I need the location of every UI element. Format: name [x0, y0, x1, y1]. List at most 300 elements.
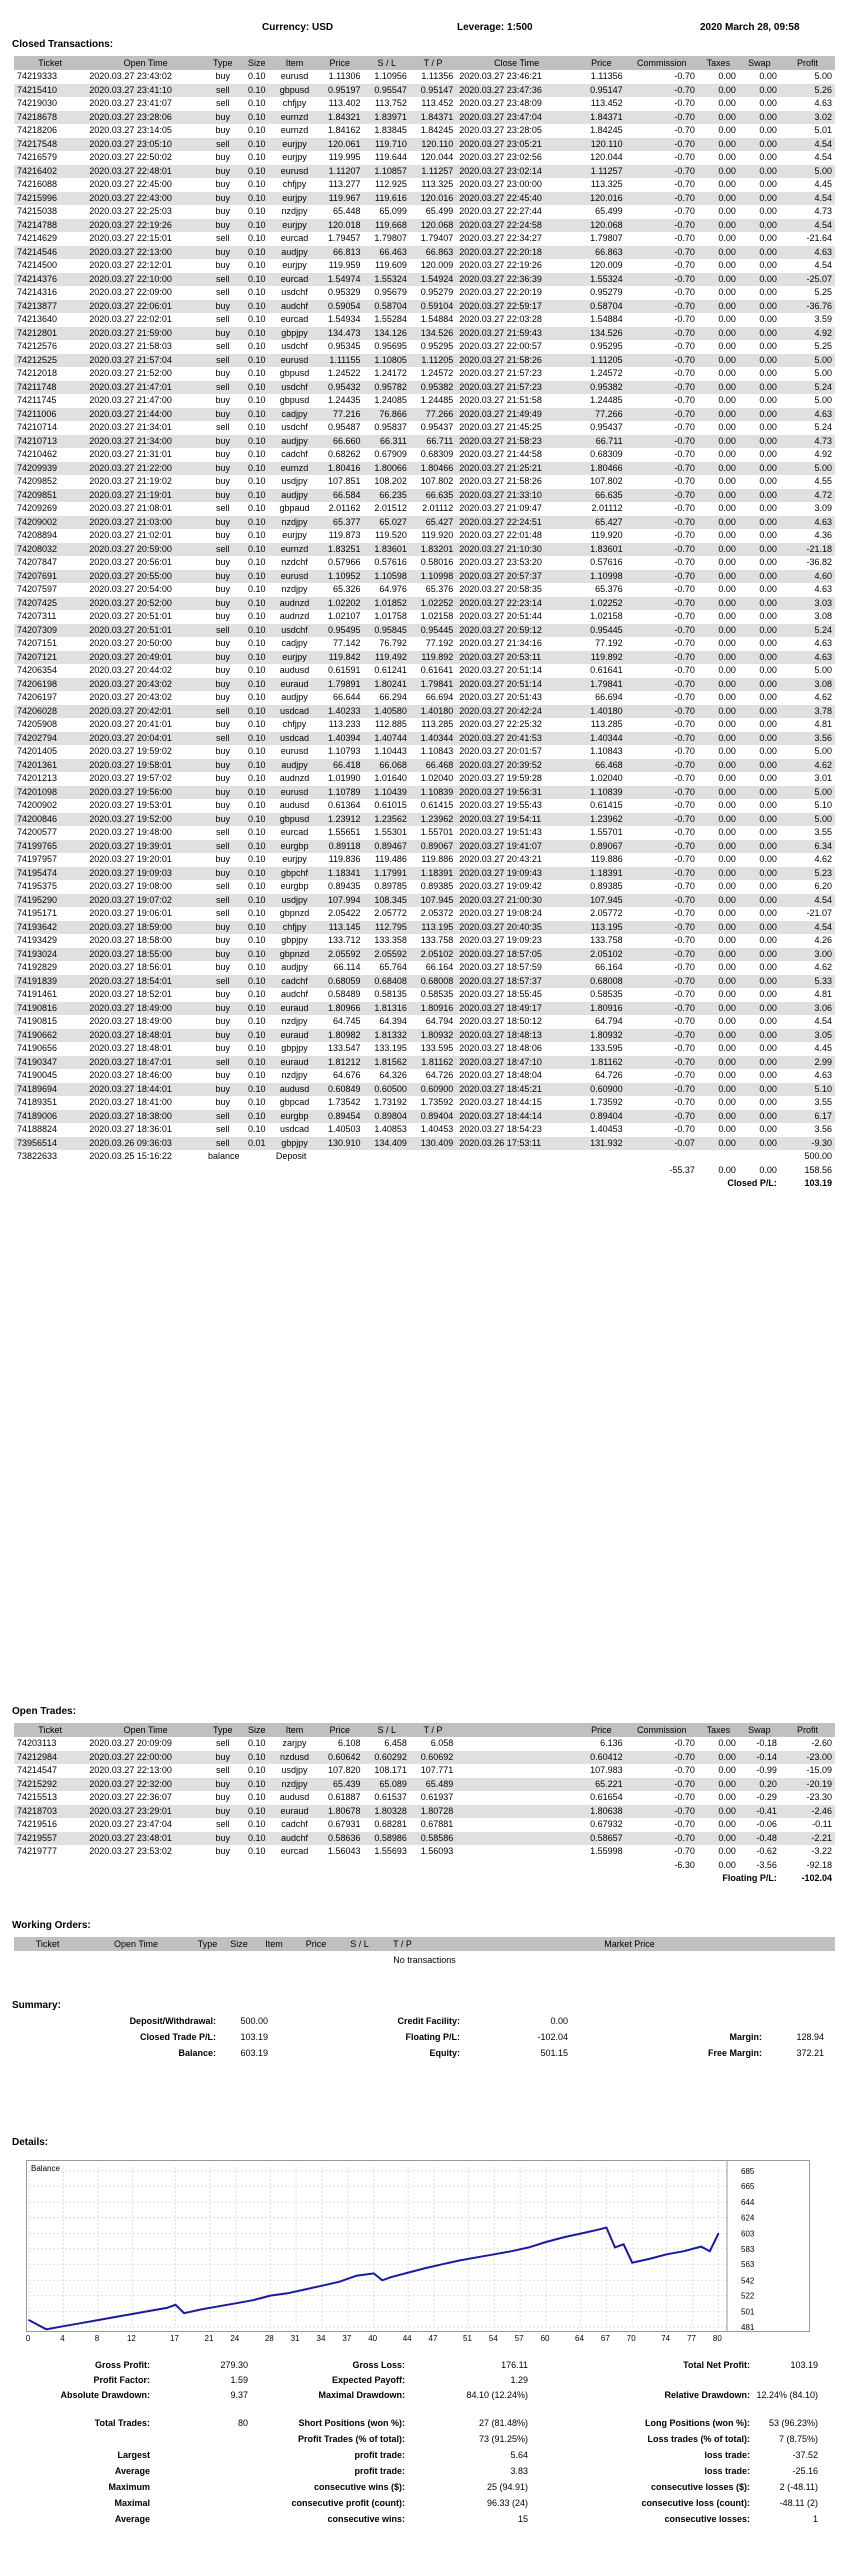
sl-cell: 66.235	[364, 489, 410, 503]
open-time-cell: 2020.03.27 18:36:01	[89, 1124, 172, 1134]
ticket-cell: 74218206	[17, 125, 58, 135]
tp-cell: 0.95279	[420, 287, 454, 297]
profit-header: Profit	[780, 56, 835, 70]
balance-point	[494, 2253, 496, 2255]
table-row	[14, 273, 835, 287]
size-cell: 0.10	[241, 1751, 273, 1765]
close-time-cell: 2020.03.27 19:09:43	[456, 867, 577, 881]
item-cell: nzdjpy	[273, 516, 316, 530]
close-time-cell: 2020.03.27 23:53:20	[459, 557, 542, 567]
balance-point	[407, 2272, 409, 2274]
commission-cell: -0.70	[674, 503, 695, 513]
size-cell: 0.10	[241, 1029, 273, 1043]
balance-point	[218, 2306, 220, 2308]
ticket-cell: 74215410	[14, 84, 86, 98]
item-cell: nzdjpy	[281, 1016, 308, 1026]
commission-cell: -0.70	[626, 84, 698, 98]
swap-cell: 0.00	[759, 773, 777, 783]
size-cell: 0.10	[247, 1097, 266, 1107]
sl-cell: 76.866	[364, 408, 410, 422]
type-cell: buy	[215, 206, 230, 216]
taxes-cell: 0.00	[718, 584, 736, 594]
tp-cell: 119.886	[421, 854, 454, 864]
close-price-cell: 1.02040	[590, 773, 623, 783]
open-time-cell: 2020.03.27 19:06:01	[89, 908, 172, 918]
price-cell: 107.851	[327, 476, 361, 486]
balance-point	[338, 2281, 340, 2283]
open-time-cell: 2020.03.27 21:08:01	[89, 503, 172, 513]
open-time-cell: 2020.03.27 20:44:02	[89, 665, 172, 675]
price-cell: 1.79457	[327, 233, 361, 243]
size-cell: 0.10	[247, 692, 266, 702]
type-cell: buy	[205, 462, 241, 476]
tp-cell: 1.84245	[420, 125, 454, 135]
item-cell: usdchf	[281, 422, 308, 432]
stat-label: profit trade:	[354, 2466, 405, 2476]
item-cell: gbpjpy	[281, 935, 308, 945]
close-time-cell: 2020.03.27 20:01:57	[459, 746, 542, 756]
stat-label: Profit Trades (% of total):	[297, 2434, 405, 2444]
tp-cell: 1.24572	[420, 368, 454, 378]
size-cell: 0.01	[241, 1137, 273, 1151]
commission-cell: -0.70	[626, 732, 698, 746]
profit-cell: 4.63	[814, 1070, 832, 1080]
sl-cell: 0.95837	[374, 422, 407, 432]
swap-cell: 0.00	[759, 449, 777, 459]
tp-cell: 1.80728	[410, 1805, 456, 1819]
table-row	[14, 934, 835, 948]
no-transactions-text: No transactions	[393, 1955, 456, 1965]
price-cell: 113.145	[316, 921, 363, 935]
sl-cell: 1.10956	[374, 71, 407, 81]
x-tick-label: 64	[575, 2334, 584, 2343]
ticket-cell: 74206197	[17, 692, 58, 702]
ticket-cell: 74201405	[17, 746, 58, 756]
ticket-cell: 74212801	[14, 327, 86, 341]
type-cell: buy	[205, 1832, 241, 1846]
sl-cell: 1.83601	[364, 543, 410, 557]
close-price-header: Price	[577, 56, 626, 70]
close-time-cell: 2020.03.27 18:45:21	[456, 1083, 577, 1097]
type-cell: buy	[215, 800, 230, 810]
close-time-cell: 2020.03.27 23:28:05	[459, 125, 542, 135]
price-cell: 0.89118	[316, 840, 363, 854]
item-cell: nzdjpy	[273, 1778, 316, 1792]
tp-cell: 113.325	[421, 179, 454, 189]
size-cell: 0.10	[247, 827, 266, 837]
close-time-cell: 2020.03.27 22:19:26	[459, 260, 542, 270]
tp-cell: 1.83201	[410, 543, 456, 557]
tp-cell: 0.58535	[420, 989, 454, 999]
close-price-cell: 113.325	[590, 179, 623, 189]
swap-cell: 0.00	[739, 624, 780, 638]
swap-cell: 0.00	[759, 962, 777, 972]
close-time-cell: 2020.03.27 21:57:23	[456, 381, 577, 395]
stat-value: 1	[812, 2514, 818, 2524]
swap-cell: 0.00	[739, 840, 780, 854]
closed-pl-row	[14, 1177, 835, 1191]
size-cell: 0.10	[241, 1778, 273, 1792]
sl-cell: 0.89785	[374, 881, 407, 891]
profit-cell: 2.99	[780, 1056, 835, 1070]
item-cell: gbpchf	[273, 867, 316, 881]
commission-cell: -0.70	[626, 1832, 698, 1846]
close-price-cell: 0.95437	[590, 422, 623, 432]
sl-cell: 1.55284	[374, 314, 407, 324]
open-time-header: Open Time	[86, 56, 205, 70]
table-row	[14, 489, 835, 503]
profit-cell: 4.63	[780, 246, 835, 260]
swap-cell: 0.00	[739, 516, 780, 530]
table-row	[14, 786, 835, 800]
size-cell: 0.10	[247, 1124, 266, 1134]
stat-value: 1.59	[230, 2375, 248, 2385]
closed-transactions-table	[14, 56, 835, 1191]
table-row	[14, 111, 835, 125]
commission-cell: -0.70	[674, 827, 695, 837]
taxes-cell: 0.00	[698, 1056, 739, 1070]
swap-cell: 0.00	[759, 287, 777, 297]
y-tick-label: 563	[741, 2260, 755, 2270]
taxes-cell: 0.00	[718, 503, 736, 513]
commission-cell: -0.70	[674, 206, 695, 216]
sl-cell: 1.24085	[374, 395, 407, 405]
close-time-cell: 2020.03.27 18:44:15	[459, 1097, 542, 1107]
ticket-cell: 74190662	[14, 1029, 86, 1043]
table-row	[14, 1805, 835, 1819]
size-cell: 0.10	[241, 624, 273, 638]
commission-cell: -0.70	[626, 786, 698, 800]
table-row	[14, 1029, 835, 1043]
close-price-cell: 1.10839	[577, 786, 626, 800]
taxes-cell: 0.00	[698, 516, 739, 530]
stat-value: 279.30	[220, 2360, 248, 2370]
swap-cell: 0.00	[739, 300, 780, 314]
type-cell: sell	[215, 1819, 230, 1829]
tp-cell: 1.10843	[420, 746, 454, 756]
table-row	[14, 678, 835, 692]
taxes-cell: 0.00	[718, 422, 736, 432]
price-cell: 1.80416	[316, 462, 363, 476]
tp-cell: 1.81162	[410, 1056, 456, 1070]
price-cell: 0.89435	[327, 881, 361, 891]
sl-cell: 1.79807	[374, 233, 407, 243]
sl-cell: 0.95845	[364, 624, 410, 638]
ticket-cell: 74212018	[17, 368, 58, 378]
swap-cell: 0.00	[759, 1097, 777, 1107]
ticket-cell: 74214629	[17, 233, 58, 243]
commission-cell: -0.70	[674, 1097, 695, 1107]
price-cell: 65.326	[332, 584, 361, 594]
stat-value: 80	[237, 2418, 248, 2428]
table-row	[14, 516, 835, 530]
taxes-cell: 0.00	[718, 557, 736, 567]
close-price-cell: 65.221	[577, 1778, 626, 1792]
swap-cell: 0.00	[739, 1056, 780, 1070]
taxes-cell: 0.00	[698, 543, 739, 557]
profit-cell: -2.21	[780, 1832, 835, 1846]
stat-label: Total Net Profit:	[683, 2360, 750, 2370]
close-time-cell: 2020.03.27 20:39:52	[456, 759, 577, 773]
tp-cell: 1.80466	[410, 462, 456, 476]
close-time-cell: 2020.03.27 23:46:21	[459, 71, 542, 81]
price-cell: 119.995	[328, 152, 361, 162]
price-cell: 1.24522	[327, 368, 361, 378]
ticket-cell: 74188824	[17, 1124, 58, 1134]
stat-value: 25 (94.91)	[486, 2482, 528, 2492]
price-cell: 1.40503	[327, 1124, 361, 1134]
type-cell: sell	[205, 705, 241, 719]
table-row	[14, 1002, 835, 1016]
close-time-cell: 2020.03.27 22:24:58	[456, 219, 577, 233]
taxes-cell: 0.00	[718, 800, 736, 810]
close-price-cell: 66.468	[577, 759, 626, 773]
stat-value: 96.33 (24)	[486, 2498, 528, 2508]
swap-cell: 0.00	[739, 1083, 780, 1097]
open-time-cell: 2020.03.27 20:43:02	[89, 692, 172, 702]
chart-title: Balance	[31, 2164, 60, 2173]
balance-point	[382, 2280, 384, 2282]
item-cell: eurjpy	[282, 260, 307, 270]
taxes-cell: 0.00	[718, 773, 736, 783]
close-price-cell: 1.83601	[577, 543, 626, 557]
stat-label: Relative Drawdown:	[664, 2390, 750, 2400]
type-cell: buy	[215, 179, 230, 189]
taxes-cell: 0.00	[698, 219, 739, 233]
working-section-title: Working Orders:	[12, 1920, 91, 1931]
ticket-cell: 74219030	[17, 98, 58, 108]
tp-cell: 0.60692	[410, 1751, 456, 1765]
profit-cell: 4.63	[814, 98, 832, 108]
floating-pl-label: Floating P/L:	[626, 1872, 780, 1886]
item-cell: cadchf	[281, 449, 308, 459]
balance-cell: Deposit	[275, 1151, 307, 1161]
table-row	[14, 745, 835, 759]
type-cell: sell	[205, 975, 241, 989]
table-header-row	[14, 56, 835, 70]
price-cell: 0.95197	[316, 84, 363, 98]
stat-value: 3.83	[510, 2466, 528, 2476]
open-time-cell: 2020.03.27 19:20:01	[89, 854, 172, 864]
swap-cell: 0.00	[759, 260, 777, 270]
open-time-cell: 2020.03.27 18:54:01	[86, 975, 205, 989]
ticket-header: Ticket	[14, 1937, 81, 1951]
taxes-cell: 0.00	[718, 152, 736, 162]
swap-cell: 0.00	[739, 543, 780, 557]
close-price-cell: 1.54884	[590, 314, 623, 324]
price-cell: 66.114	[333, 962, 361, 972]
commission-cell: -0.70	[674, 341, 695, 351]
taxes-cell: 0.00	[718, 287, 736, 297]
balance-point	[321, 2285, 323, 2287]
ticket-cell: 74214316	[17, 287, 58, 297]
price-cell: 1.81212	[316, 1056, 363, 1070]
stat-label: loss trade:	[704, 2466, 750, 2476]
size-cell: 0.10	[247, 935, 266, 945]
price-cell: 77.142	[332, 638, 361, 648]
commission-cell: -0.70	[626, 435, 698, 449]
sl-cell: 1.83845	[374, 125, 407, 135]
type-cell: buy	[215, 1016, 230, 1026]
type-cell: sell	[205, 354, 241, 368]
close-time-cell: 2020.03.27 22:34:27	[459, 233, 542, 243]
open-time-cell: 2020.03.27 18:44:01	[86, 1083, 205, 1097]
size-cell: 0.10	[247, 989, 266, 999]
x-tick-label: 34	[316, 2334, 326, 2343]
ticket-cell: 74216402	[14, 165, 86, 179]
ticket-cell: 74207691	[14, 570, 86, 584]
type-cell: buy	[215, 719, 230, 729]
taxes-cell: 0.00	[718, 314, 736, 324]
close-price-cell: 131.932	[577, 1137, 626, 1151]
tp-cell: 107.945	[410, 894, 456, 908]
sl-cell: 65.099	[379, 206, 407, 216]
sl-cell: 64.976	[379, 584, 407, 594]
floating-pl-label: Floating P/L:	[405, 2032, 460, 2042]
size-header: Size	[241, 1723, 273, 1737]
type-cell: buy	[205, 651, 241, 665]
open-time-cell: 2020.03.27 20:42:01	[86, 705, 205, 719]
size-cell: 0.10	[241, 597, 273, 611]
sl-cell: 1.40580	[364, 705, 410, 719]
stat-label: Loss trades (% of total):	[647, 2434, 750, 2444]
closed-pl-label: Closed Trade P/L:	[139, 2032, 216, 2042]
open-time-cell: 2020.03.27 23:48:01	[86, 1832, 205, 1846]
commission-cell: -0.70	[626, 570, 698, 584]
sl-cell: 0.68281	[374, 1819, 407, 1829]
profit-cell: 4.81	[814, 719, 832, 729]
ticket-cell: 74212525	[14, 354, 86, 368]
tp-cell: 1.80932	[410, 1029, 456, 1043]
balance-point	[700, 2246, 702, 2248]
ticket-cell: 74209852	[17, 476, 58, 486]
open-total-taxes: 0.00	[698, 1859, 739, 1873]
type-cell: sell	[215, 422, 230, 432]
item-cell: audjpy	[273, 435, 316, 449]
close-time-cell: 2020.03.27 21:44:58	[459, 449, 542, 459]
price-header: Price	[316, 56, 363, 70]
sl-header: S / L	[338, 1937, 381, 1951]
balance-point	[606, 2227, 608, 2229]
table-row	[14, 799, 835, 813]
commission-cell: -0.70	[674, 746, 695, 756]
open-time-cell: 2020.03.27 19:56:00	[86, 786, 205, 800]
table-row	[14, 259, 835, 273]
price-cell: 130.910	[316, 1137, 363, 1151]
type-cell: sell	[205, 84, 241, 98]
size-cell: 0.10	[241, 165, 273, 179]
close-time-cell: 2020.03.27 20:51:14	[456, 678, 577, 692]
ticket-cell: 74189006	[14, 1110, 86, 1124]
profit-cell: 4.73	[780, 435, 835, 449]
size-cell: 0.10	[247, 395, 266, 405]
open-time-cell: 2020.03.27 21:34:00	[86, 435, 205, 449]
floating-pl-value: -102.04	[780, 1872, 835, 1886]
taxes-cell: 0.00	[718, 638, 736, 648]
table-row	[14, 246, 835, 260]
tp-cell: 119.920	[421, 530, 454, 540]
close-price-cell: 1.10843	[590, 746, 623, 756]
profit-cell: 5.24	[780, 381, 835, 395]
open-time-cell: 2020.03.27 22:02:01	[89, 314, 172, 324]
swap-cell: 0.00	[759, 1070, 777, 1080]
price-cell: 120.018	[316, 219, 363, 233]
tp-cell: 1.54884	[420, 314, 454, 324]
table-row	[14, 880, 835, 894]
ticket-cell: 74193642	[14, 921, 86, 935]
size-cell: 0.10	[241, 759, 273, 773]
taxes-cell: 0.00	[698, 786, 739, 800]
swap-cell: 0.00	[739, 138, 780, 152]
balance-point	[97, 2319, 99, 2321]
commission-cell: -0.70	[626, 867, 698, 881]
close-price-cell: 66.711	[577, 435, 626, 449]
taxes-cell: 0.00	[718, 476, 736, 486]
profit-header: Profit	[780, 1723, 835, 1737]
price-cell: 1.23912	[316, 813, 363, 827]
taxes-cell: 0.00	[698, 678, 739, 692]
size-cell: 0.10	[247, 584, 266, 594]
size-cell: 0.10	[241, 273, 273, 287]
profit-cell: -23.00	[780, 1751, 835, 1765]
balance-value: 603.19	[240, 2048, 268, 2058]
item-cell: audchf	[273, 300, 316, 314]
tp-cell: 65.376	[425, 584, 454, 594]
close-time-cell: 2020.03.27 20:51:43	[459, 692, 542, 702]
open-time-cell: 2020.03.27 18:48:01	[89, 1043, 172, 1053]
taxes-cell: 0.00	[698, 732, 739, 746]
profit-cell: -2.46	[780, 1805, 835, 1819]
type-cell: sell	[215, 827, 230, 837]
type-cell: sell	[215, 1765, 230, 1775]
item-cell: nzdjpy	[281, 584, 308, 594]
open-time-cell: 2020.03.27 22:36:07	[89, 1792, 172, 1802]
item-cell: cadjpy	[281, 638, 308, 648]
table-row	[14, 529, 835, 543]
ticket-cell: 74214376	[14, 273, 86, 287]
commission-cell: -0.70	[674, 908, 695, 918]
table-row	[14, 570, 835, 584]
tp-cell: 133.758	[420, 935, 454, 945]
profit-cell: 4.73	[814, 206, 832, 216]
item-cell: eurjpy	[282, 530, 307, 540]
open-time-cell: 2020.03.27 21:03:00	[86, 516, 205, 530]
close-price-cell: 65.427	[577, 516, 626, 530]
open-time-cell: 2020.03.27 20:55:00	[86, 570, 205, 584]
table-row	[14, 70, 835, 84]
ticket-cell: 74208894	[17, 530, 58, 540]
price-cell: 119.873	[328, 530, 361, 540]
stat-label: profit trade:	[354, 2450, 405, 2460]
close-price-cell: 0.57616	[590, 557, 623, 567]
balance-point	[287, 2293, 289, 2295]
tp-header: T / P	[381, 1937, 424, 1951]
close-price-cell: 133.595	[590, 1043, 623, 1053]
swap-cell: 0.00	[759, 503, 777, 513]
type-cell: buy	[205, 786, 241, 800]
close-time-cell: 2020.03.27 19:09:23	[459, 935, 542, 945]
open-time-cell: 2020.03.27 20:51:01	[86, 624, 205, 638]
price-cell: 1.54974	[316, 273, 363, 287]
type-cell: sell	[215, 1124, 230, 1134]
taxes-cell: 0.00	[698, 948, 739, 962]
tp-header: T / P	[410, 56, 456, 70]
stat-value: 73 (91.25%)	[478, 2434, 528, 2444]
table-row	[14, 583, 835, 597]
taxes-cell: 0.00	[718, 260, 736, 270]
open-time-cell: 2020.03.27 18:49:00	[86, 1002, 205, 1016]
item-cell: cadjpy	[273, 408, 316, 422]
